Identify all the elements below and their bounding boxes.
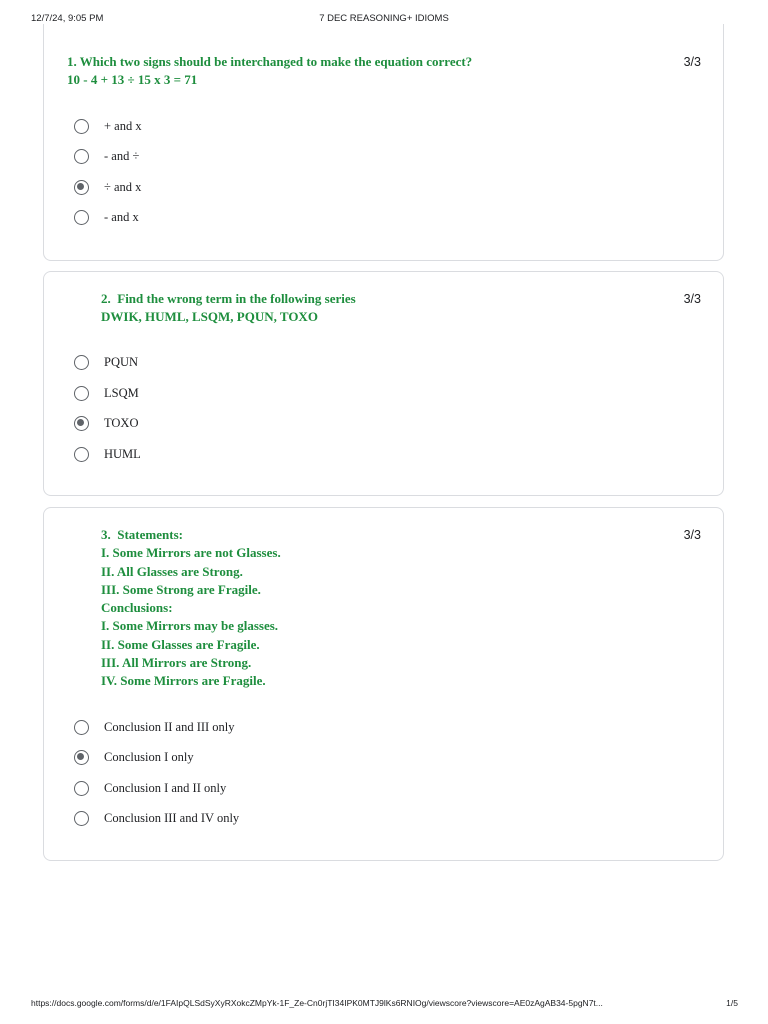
page-url: https://docs.google.com/forms/d/e/1FAIpQLSdSyXyRXokcZMpYk-1F_Ze-Cn0rjTI34IPK0MTJ9lKs6RNIOg/viewscore?viewscore=AE0zAgAB34-5pgN7t... xyxy=(31,998,603,1008)
question-card-3 xyxy=(43,507,724,861)
page-number: 1/5 xyxy=(726,998,738,1008)
option-label: TOXO xyxy=(104,415,139,430)
option-label: Conclusion I and II only xyxy=(104,780,227,795)
radio-button[interactable] xyxy=(74,119,89,134)
radio-button[interactable] xyxy=(74,386,89,401)
answer-option[interactable] xyxy=(74,207,139,227)
option-label: - and x xyxy=(104,209,139,224)
radio-button[interactable] xyxy=(74,210,89,225)
option-label: HUML xyxy=(104,446,141,461)
answer-option-selected[interactable] xyxy=(74,747,194,767)
radio-button[interactable] xyxy=(74,781,89,796)
radio-button[interactable] xyxy=(74,811,89,826)
option-label: Conclusion II and III only xyxy=(104,719,235,734)
question-text: 3. Statements: I. Some Mirrors are not Glasses. II. All Glasses are Strong. III. Some Strong are Fragile. Conclusions: I. Some Mirrors may be glasses. II. Some Glasses are Fragile. III. All Mirrors are Strong. IV. Some Mirrors are Fragile. xyxy=(101,527,281,689)
option-label: Conclusion I only xyxy=(104,749,194,764)
document-title: 7 DEC REASONING+ IDIOMS xyxy=(319,13,449,24)
question-card-1 xyxy=(43,24,724,261)
radio-button[interactable] xyxy=(74,355,89,370)
question-score: 3/3 xyxy=(683,292,701,306)
question-score: 3/3 xyxy=(683,55,701,69)
answer-option[interactable] xyxy=(74,116,142,136)
answer-option-selected[interactable] xyxy=(74,177,141,197)
option-label: Conclusion III and IV only xyxy=(104,810,240,825)
radio-button-checked[interactable] xyxy=(74,180,89,195)
option-label: ÷ and x xyxy=(104,179,142,194)
option-label: + and x xyxy=(104,118,142,133)
question-card-2 xyxy=(43,271,724,496)
answer-option-selected[interactable] xyxy=(74,413,139,433)
answer-option[interactable] xyxy=(74,146,139,166)
answer-option[interactable] xyxy=(74,808,239,828)
answer-option[interactable] xyxy=(74,717,235,737)
option-label: - and ÷ xyxy=(104,148,140,163)
radio-button-checked[interactable] xyxy=(74,750,89,765)
radio-button-checked[interactable] xyxy=(74,416,89,431)
radio-button[interactable] xyxy=(74,447,89,462)
answer-option[interactable] xyxy=(74,444,141,464)
option-label: PQUN xyxy=(104,354,139,369)
answer-option[interactable] xyxy=(74,352,138,372)
radio-button[interactable] xyxy=(74,720,89,735)
print-datetime: 12/7/24, 9:05 PM xyxy=(31,13,104,24)
option-label: LSQM xyxy=(104,385,139,400)
print-footer xyxy=(0,998,768,1012)
question-text: 2. Find the wrong term in the following series DWIK, HUML, LSQM, PQUN, TOXO xyxy=(101,291,356,325)
answer-option[interactable] xyxy=(74,778,226,798)
answer-option[interactable] xyxy=(74,383,139,403)
question-score: 3/3 xyxy=(683,528,701,542)
radio-button[interactable] xyxy=(74,149,89,164)
question-text: 1. Which two signs should be interchanged to make the equation correct? 10 - 4 + 13 ÷ 15 x 3 = 71 xyxy=(67,54,473,88)
